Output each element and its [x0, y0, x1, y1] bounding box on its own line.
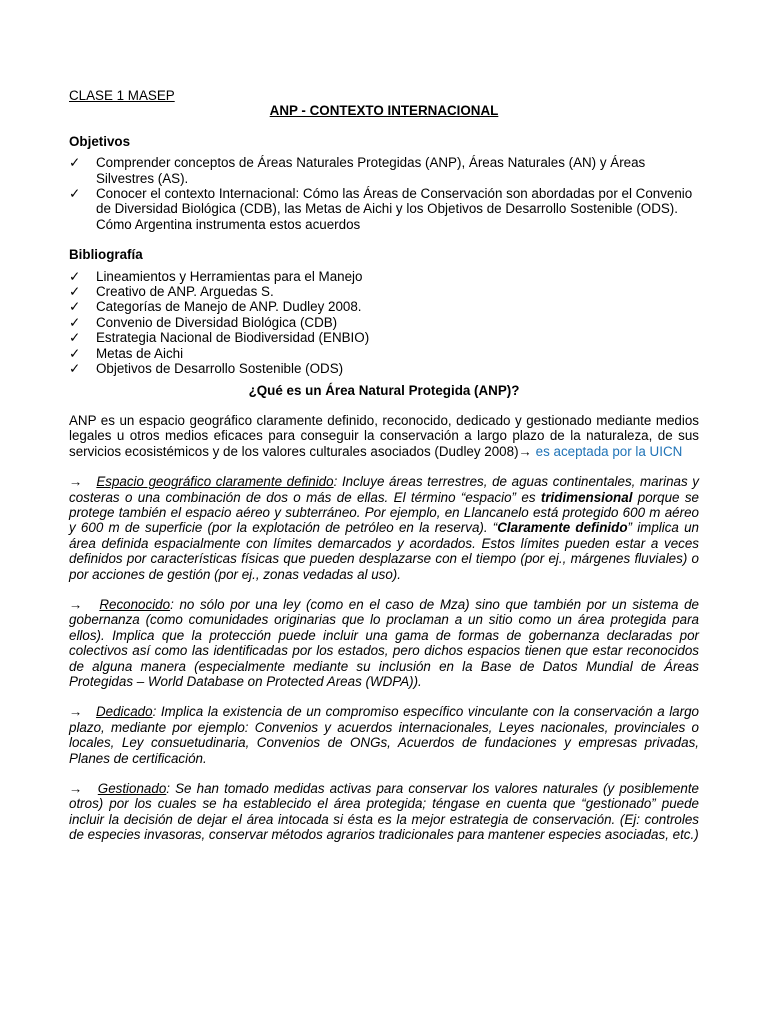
reconocido-paragraph: → Reconocido: no sólo por una ley (como en el caso de Mza) sino que también por un sistema de gobernanza (como comunidades originarias que lo proclaman a un sitio como un área protegida para ellos). Implica que la protección puede incluir una gama de formas de gobernanza declaradas por colectivos así como las identificadas por los estados, pero dichos espacios tienen que estar reconocidos de alguna manera (especialmente mediante su inclusión en la Base de Datos Mundial de Áreas Protegidas – World Database on Protected Areas (WDPA)).: [69, 596, 699, 689]
definition-paragraph: ANP es un espacio geográfico claramente definido, reconocido, dedicado y gestionado mediante medios legales u otros medios eficaces para conseguir la conservación a largo plazo de la naturaleza, de sus servicios ecosistémicos y de los valores culturales asociados (Dudley 2008)→ es aceptada por la UICN: [69, 412, 699, 459]
tridimensional-term: tridimensional: [540, 489, 633, 505]
arrow-icon: →: [518, 443, 532, 459]
objetivos-list: [69, 155, 699, 232]
check-icon: ✓: [69, 314, 81, 330]
espacio-term: Espacio geográfico claramente definido: [96, 474, 334, 490]
gestionado-paragraph: → Gestionado: Se han tomado medidas activas para conservar los valores naturales (y posiblemente otros) por los cuales se ha establecido el área protegida; téngase en cuenta que “gestionado” puede incluir la decisión de dejar el área intocada si ésta es la mejor estrategia de conservación. (Ej: controles de especies invasoras, conservar métodos agrarios tradicionales para mantener especies asociadas, etc.): [69, 781, 699, 843]
objetivos-heading: Objetivos: [69, 133, 131, 149]
question-title: ¿Qué es un Área Natural Protegida (ANP)?: [248, 382, 520, 398]
class-label: CLASE 1 MASEP: [69, 88, 175, 103]
list-item: ✓ Categorías de Manejo de ANP. Dudley 2008.: [69, 299, 362, 315]
list-item: ✓ Estrategia Nacional de Biodiversidad (ENBIO): [69, 330, 370, 346]
check-icon: ✓: [69, 345, 81, 361]
check-icon: ✓: [69, 284, 81, 300]
arrow-icon: →: [69, 596, 83, 612]
list-item: ✓ Objetivos de Desarrollo Sostenible (ODS): [69, 361, 344, 377]
arrow-icon: →: [69, 781, 83, 797]
list-item: ✓ Conocer el contexto Internacional: Cómo las Áreas de Conservación son abordadas por el Convenio de Diversidad Biológica (CDB), las Metas de Aichi y los Objetivos de Desarrollo Sostenible (ODS). Cómo Argentina instrumenta estos acuerdos: [69, 186, 693, 232]
document-title: ANP - CONTEXTO INTERNACIONAL: [269, 103, 499, 119]
gestionado-term: Gestionado: [97, 781, 167, 797]
check-icon: ✓: [69, 361, 81, 377]
reconocido-term: Reconocido: [99, 596, 171, 612]
claramente-definido-term: Claramente definido: [497, 520, 628, 536]
check-icon: ✓: [69, 330, 81, 346]
dedicado-term: Dedicado: [95, 704, 153, 720]
check-icon: ✓: [69, 155, 81, 171]
bibliografia-heading: Bibliografía: [69, 247, 143, 263]
check-icon: ✓: [69, 186, 81, 202]
arrow-icon: →: [69, 474, 83, 490]
bibliografia-list: [69, 269, 699, 377]
arrow-icon: →: [69, 704, 83, 720]
dedicado-paragraph: → Dedicado: Implica la existencia de un compromiso específico vinculante con la conservación a largo plazo, mediante por ejemplo: Convenios y acuerdos internacionales, Leyes nacionales, provinciales o locales, Ley consuetudinaria, Convenios de ONGs, Acuerdos de fundaciones y empresas privadas, Planes de certificación.: [69, 704, 699, 766]
list-item: ✓ Metas de Aichi: [69, 345, 184, 361]
list-item: ✓ Comprender conceptos de Áreas Naturales Protegidas (ANP), Áreas Naturales (AN) y Áreas Silvestres (AS).: [69, 155, 646, 186]
list-item: ✓ Creativo de ANP. Arguedas S.: [69, 284, 274, 300]
uicn-link[interactable]: es aceptada por la UICN: [535, 443, 683, 459]
list-item: ✓ Lineamientos y Herramientas para el Manejo: [69, 268, 363, 284]
espacio-paragraph: → Espacio geográfico claramente definido: Incluye áreas terrestres, de aguas continentales, marinas y costeras o una combinación de dos o más de ellas. El término “espacio” es tridimensional porque se protege también el espacio aéreo y subterráneo. Por ejemplo, en Llancanelo está protegido 600 m aéreo y 600 m de superficie (por la explotación de petróleo en la reserva). “Claramente definido” implica un área definida espacialmente con límites demarcados y acordados. Estos límites pueden estar a veces definidos por características físicas que pueden desplazarse con el tiempo (por ej., márgenes fluviales) o por acciones de gestión (por ej., zonas vedadas al uso).: [69, 474, 699, 582]
document-content: [69, 88, 699, 843]
list-item: ✓ Convenio de Diversidad Biológica (CDB): [69, 314, 338, 330]
check-icon: ✓: [69, 268, 81, 284]
check-icon: ✓: [69, 299, 81, 315]
